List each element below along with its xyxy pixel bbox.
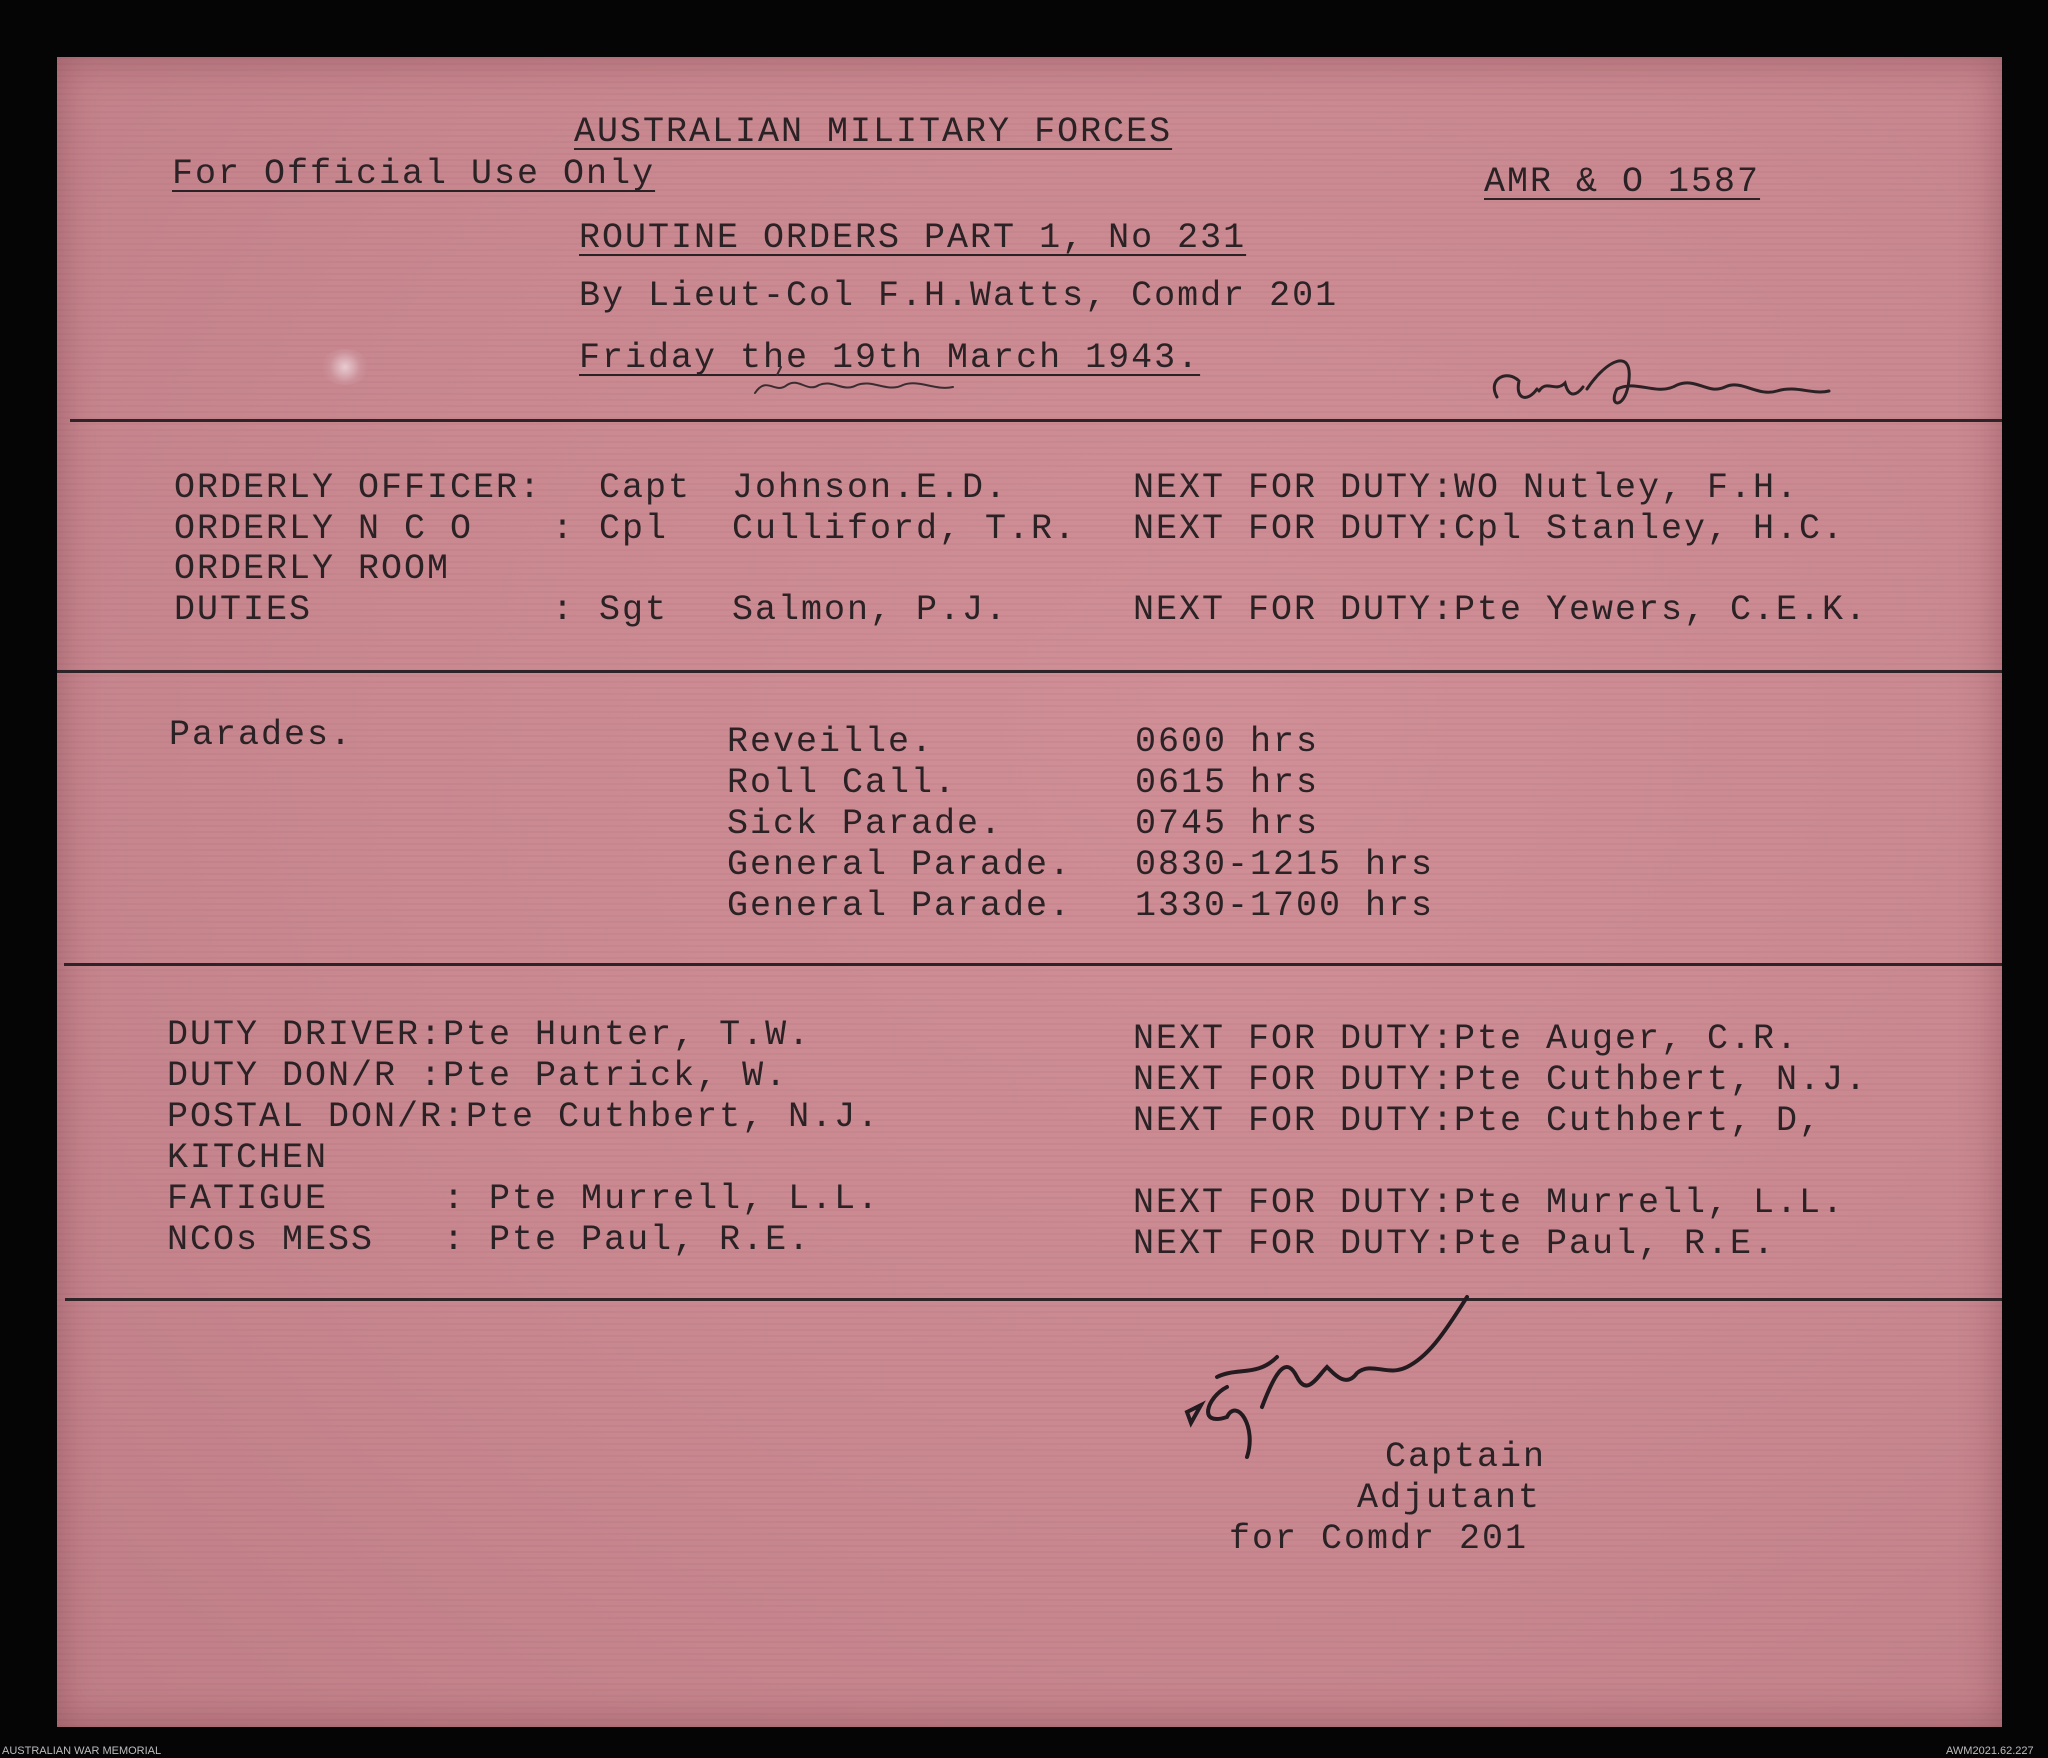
detail-left: DUTY DON/R :Pte Patrick, W.: [167, 1056, 789, 1096]
duty-rank: Sgt: [599, 590, 669, 630]
duty-name: Culliford, T.R.: [732, 509, 1078, 549]
reference-number: AMR & O 1587: [1484, 162, 1761, 202]
parade-name: Roll Call.: [727, 763, 958, 803]
parades-label: Parades.: [169, 715, 354, 755]
duty-rank: Capt: [599, 468, 692, 508]
signoff-rank: Captain: [1385, 1437, 1547, 1477]
handwritten-note: [747, 365, 977, 405]
duty-role: DUTIES: [174, 590, 313, 630]
parade-time: 1330-1700 hrs: [1135, 886, 1435, 926]
org-heading: AUSTRALIAN MILITARY FORCES: [574, 112, 1173, 152]
footer-left: AUSTRALIAN WAR MEMORIAL: [2, 1745, 162, 1757]
next-label: NEXT FOR DUTY:: [1133, 1183, 1456, 1223]
parade-name: General Parade.: [727, 845, 1073, 885]
detail-left: POSTAL DON/R:Pte Cuthbert, N.J.: [167, 1097, 881, 1137]
next-name: Pte Cuthbert, D,: [1454, 1101, 1823, 1141]
detail-left: KITCHEN: [167, 1138, 329, 1178]
next-name: Pte Murrell, L.L.: [1454, 1183, 1846, 1223]
parade-time: 0600 hrs: [1135, 722, 1320, 762]
signature-johnson: [1457, 339, 1877, 429]
orders-title: ROUTINE ORDERS PART 1, No 231: [579, 218, 1247, 258]
next-name: Pte Paul, R.E.: [1454, 1224, 1777, 1264]
next-label: NEXT FOR DUTY:: [1133, 1060, 1456, 1100]
detail-left: NCOs MESS : Pte Paul, R.E.: [167, 1220, 812, 1260]
next-label: NEXT FOR DUTY:: [1133, 1101, 1456, 1141]
parade-name: Sick Parade.: [727, 804, 1004, 844]
parade-name: General Parade.: [727, 886, 1073, 926]
duty-role: ORDERLY ROOM: [174, 549, 451, 589]
duty-colon: :: [552, 509, 576, 549]
detail-left: FATIGUE : Pte Murrell, L.L.: [167, 1179, 881, 1219]
divider-3: [64, 963, 2002, 966]
duty-role: ORDERLY N C O: [174, 509, 474, 549]
signoff-title: Adjutant: [1357, 1478, 1542, 1518]
parade-name: Reveille.: [727, 722, 935, 762]
detail-left: DUTY DRIVER:Pte Hunter, T.W.: [167, 1015, 812, 1055]
document-sheet: [57, 57, 2002, 1727]
next-label: NEXT FOR DUTY:: [1133, 1019, 1456, 1059]
order-date: Friday the 19th March 1943.: [579, 338, 1201, 378]
next-label: NEXT FOR DUTY:: [1133, 1224, 1456, 1264]
next-name: WO Nutley, F.H.: [1454, 468, 1800, 508]
next-name: Pte Yewers, C.E.K.: [1454, 590, 1869, 630]
next-name: Cpl Stanley, H.C.: [1454, 509, 1846, 549]
footer-right: AWM2021.62.227: [1946, 1745, 2034, 1757]
parade-time: 0830-1215 hrs: [1135, 845, 1435, 885]
parade-time: 0745 hrs: [1135, 804, 1320, 844]
duty-rank: Cpl: [599, 509, 669, 549]
signoff-for: for Comdr 201: [1229, 1519, 1529, 1559]
divider-4: [65, 1298, 2002, 1301]
next-label: NEXT FOR DUTY:: [1133, 509, 1456, 549]
issued-by: By Lieut-Col F.H.Watts, Comdr 201: [579, 276, 1339, 316]
next-label: NEXT FOR DUTY:: [1133, 468, 1456, 508]
classification: For Official Use Only: [172, 154, 656, 194]
duty-role: ORDERLY OFFICER:: [174, 468, 543, 508]
next-label: NEXT FOR DUTY:: [1133, 590, 1456, 630]
divider-2: [57, 670, 2002, 673]
next-name: Pte Cuthbert, N.J.: [1454, 1060, 1869, 1100]
parade-time: 0615 hrs: [1135, 763, 1320, 803]
duty-name: Johnson.E.D.: [732, 468, 1009, 508]
duty-name: Salmon, P.J.: [732, 590, 1009, 630]
paper-stain: [320, 349, 370, 385]
divider-1: [70, 419, 2002, 422]
next-name: Pte Auger, C.R.: [1454, 1019, 1800, 1059]
duty-colon: :: [552, 590, 576, 630]
